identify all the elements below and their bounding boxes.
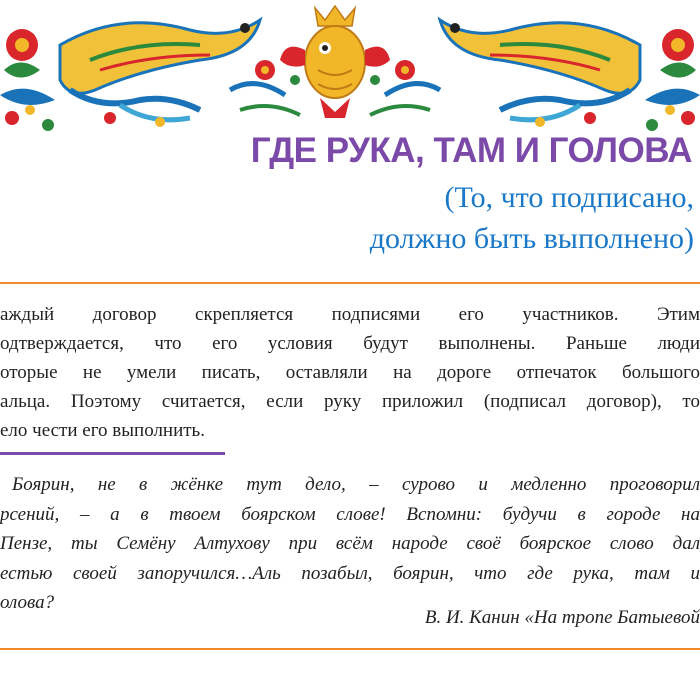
folk-ornament-header [0, 0, 700, 135]
paragraph-line: одтверждается, что его условия будут выполнены. Раньше люди [0, 333, 700, 354]
subtitle-line-1: (То, что подписано, [444, 181, 694, 214]
explanation-paragraph [0, 300, 700, 445]
floral-sprig-right [370, 60, 440, 115]
paragraph-line: аждый договор скрепляется подписями его участников. Этим [0, 304, 700, 325]
literary-quote [0, 470, 700, 618]
quote-line: рсений, – а в твоем боярском слове! Вспомни: будучи в городе на [0, 503, 700, 525]
floral-sprig-left [230, 60, 300, 115]
orange-rule-bottom [0, 648, 700, 650]
quote-line: Боярин, не в жёнке тут дело, – сурово и медленно проговорил [12, 474, 700, 495]
peacock-bird-icon [60, 20, 260, 127]
orange-rule-top [0, 282, 700, 284]
paragraph-line: альца. Поэтому считается, если руку приложил (подписал договор), то [0, 391, 700, 412]
purple-divider [0, 452, 225, 455]
quote-line: Пензе, ты Семёну Алтухову при всём народе своё боярское слово дал [0, 533, 700, 554]
quote-line: естью своей запоручился…Аль позабыл, боярин, что где рука, там и [0, 562, 700, 584]
golden-fish-icon [280, 6, 390, 118]
floral-pattern-icon [0, 29, 55, 131]
quote-line: олова? [0, 592, 55, 613]
peacock-bird-icon [440, 20, 640, 127]
page-title: ГДЕ РУКА, ТАМ И ГОЛОВА [250, 131, 692, 170]
quote-attribution: В. И. Канин «На тропе Батыевой [424, 607, 700, 628]
subtitle-line-2: должно быть выполнено) [369, 222, 694, 255]
paragraph-line: ело чести его выполнить. [0, 420, 205, 441]
floral-pattern-icon [645, 29, 700, 131]
paragraph-line: оторые не умели писать, оставляли на дороге отпечаток большого [0, 362, 700, 383]
